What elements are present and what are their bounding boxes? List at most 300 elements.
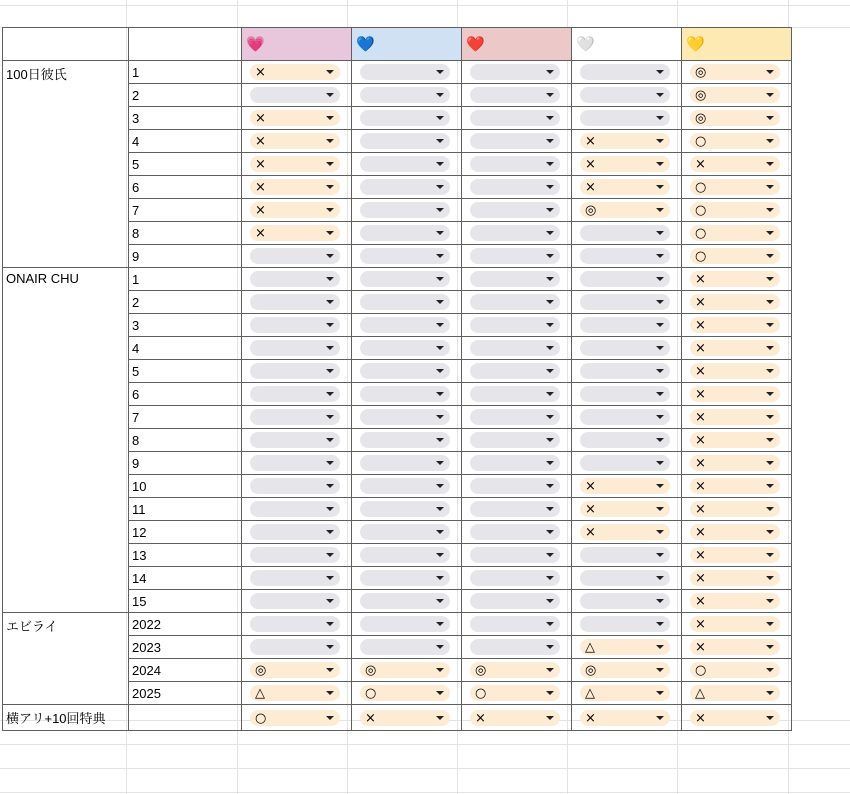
dropdown-arrow-icon[interactable]	[766, 323, 774, 327]
dropdown-arrow-icon[interactable]	[766, 208, 774, 212]
dropdown-arrow-icon[interactable]	[656, 369, 664, 373]
dropdown-chip[interactable]	[470, 593, 560, 609]
dropdown-cell[interactable]	[572, 636, 682, 659]
dropdown-arrow-icon[interactable]	[546, 622, 554, 626]
dropdown-arrow-icon[interactable]	[546, 139, 554, 143]
dropdown-arrow-icon[interactable]	[546, 415, 554, 419]
dropdown-cell[interactable]	[242, 659, 352, 682]
dropdown-chip[interactable]	[580, 547, 670, 563]
dropdown-arrow-icon[interactable]	[766, 185, 774, 189]
dropdown-cell[interactable]	[462, 84, 572, 107]
dropdown-cell[interactable]	[242, 84, 352, 107]
dropdown-chip[interactable]	[360, 156, 450, 172]
dropdown-arrow-icon[interactable]	[326, 716, 334, 720]
dropdown-arrow-icon[interactable]	[766, 162, 774, 166]
dropdown-chip[interactable]	[690, 432, 780, 448]
dropdown-arrow-icon[interactable]	[656, 323, 664, 327]
row-number-cell[interactable]: 4	[129, 130, 242, 153]
dropdown-chip[interactable]	[360, 202, 450, 218]
dropdown-chip[interactable]	[470, 524, 560, 540]
dropdown-chip[interactable]	[690, 110, 780, 126]
dropdown-chip[interactable]	[250, 593, 340, 609]
dropdown-cell[interactable]	[462, 682, 572, 705]
header-white-heart[interactable]	[572, 28, 682, 61]
dropdown-chip[interactable]	[470, 225, 560, 241]
dropdown-chip[interactable]	[360, 87, 450, 103]
dropdown-arrow-icon[interactable]	[546, 530, 554, 534]
dropdown-arrow-icon[interactable]	[436, 139, 444, 143]
dropdown-arrow-icon[interactable]	[656, 507, 664, 511]
dropdown-chip[interactable]	[470, 662, 560, 678]
dropdown-arrow-icon[interactable]	[546, 507, 554, 511]
dropdown-arrow-icon[interactable]	[766, 553, 774, 557]
dropdown-chip[interactable]	[690, 156, 780, 172]
dropdown-arrow-icon[interactable]	[326, 254, 334, 258]
dropdown-arrow-icon[interactable]	[326, 70, 334, 74]
dropdown-arrow-icon[interactable]	[546, 70, 554, 74]
row-number-cell[interactable]: 2025	[129, 682, 242, 705]
dropdown-cell[interactable]	[462, 590, 572, 613]
dropdown-chip[interactable]	[250, 478, 340, 494]
dropdown-chip[interactable]	[580, 133, 670, 149]
dropdown-arrow-icon[interactable]	[436, 346, 444, 350]
dropdown-cell[interactable]	[682, 498, 792, 521]
dropdown-arrow-icon[interactable]	[656, 346, 664, 350]
dropdown-cell[interactable]	[462, 452, 572, 475]
dropdown-cell[interactable]	[572, 498, 682, 521]
dropdown-chip[interactable]	[250, 455, 340, 471]
dropdown-arrow-icon[interactable]	[326, 668, 334, 672]
dropdown-cell[interactable]	[462, 337, 572, 360]
dropdown-arrow-icon[interactable]	[546, 208, 554, 212]
dropdown-arrow-icon[interactable]	[326, 323, 334, 327]
dropdown-cell[interactable]	[242, 475, 352, 498]
row-number-cell[interactable]: 7	[129, 199, 242, 222]
dropdown-arrow-icon[interactable]	[546, 691, 554, 695]
dropdown-cell[interactable]	[682, 268, 792, 291]
dropdown-chip[interactable]	[250, 202, 340, 218]
dropdown-chip[interactable]	[580, 294, 670, 310]
dropdown-chip[interactable]	[470, 570, 560, 586]
dropdown-cell[interactable]	[352, 406, 462, 429]
dropdown-arrow-icon[interactable]	[656, 139, 664, 143]
dropdown-arrow-icon[interactable]	[766, 484, 774, 488]
dropdown-cell[interactable]	[242, 337, 352, 360]
dropdown-cell[interactable]	[682, 176, 792, 199]
dropdown-arrow-icon[interactable]	[766, 438, 774, 442]
dropdown-cell[interactable]	[462, 406, 572, 429]
dropdown-cell[interactable]	[462, 429, 572, 452]
dropdown-chip[interactable]	[690, 248, 780, 264]
dropdown-arrow-icon[interactable]	[436, 507, 444, 511]
dropdown-chip[interactable]	[360, 294, 450, 310]
dropdown-arrow-icon[interactable]	[436, 691, 444, 695]
dropdown-cell[interactable]	[352, 613, 462, 636]
dropdown-arrow-icon[interactable]	[326, 415, 334, 419]
dropdown-cell[interactable]	[242, 199, 352, 222]
dropdown-cell[interactable]	[682, 659, 792, 682]
dropdown-cell[interactable]	[572, 360, 682, 383]
dropdown-cell[interactable]	[682, 544, 792, 567]
row-number-cell[interactable]: 2	[129, 291, 242, 314]
dropdown-arrow-icon[interactable]	[546, 346, 554, 350]
dropdown-arrow-icon[interactable]	[656, 185, 664, 189]
row-number-cell[interactable]: 14	[129, 567, 242, 590]
dropdown-arrow-icon[interactable]	[436, 392, 444, 396]
dropdown-chip[interactable]	[470, 87, 560, 103]
dropdown-arrow-icon[interactable]	[766, 415, 774, 419]
dropdown-arrow-icon[interactable]	[436, 70, 444, 74]
dropdown-cell[interactable]	[352, 590, 462, 613]
dropdown-arrow-icon[interactable]	[546, 93, 554, 97]
dropdown-cell[interactable]	[242, 682, 352, 705]
dropdown-chip[interactable]	[360, 616, 450, 632]
dropdown-arrow-icon[interactable]	[436, 530, 444, 534]
dropdown-cell[interactable]	[682, 61, 792, 84]
dropdown-cell[interactable]	[462, 291, 572, 314]
section-label[interactable]: 100日彼氏	[3, 61, 129, 268]
dropdown-arrow-icon[interactable]	[546, 116, 554, 120]
dropdown-chip[interactable]	[690, 409, 780, 425]
dropdown-arrow-icon[interactable]	[546, 277, 554, 281]
dropdown-arrow-icon[interactable]	[766, 231, 774, 235]
dropdown-arrow-icon[interactable]	[766, 668, 774, 672]
dropdown-cell[interactable]	[242, 452, 352, 475]
dropdown-chip[interactable]	[580, 179, 670, 195]
dropdown-chip[interactable]	[580, 317, 670, 333]
dropdown-chip[interactable]	[470, 110, 560, 126]
dropdown-arrow-icon[interactable]	[766, 116, 774, 120]
dropdown-chip[interactable]	[360, 547, 450, 563]
dropdown-cell[interactable]	[242, 544, 352, 567]
dropdown-arrow-icon[interactable]	[436, 254, 444, 258]
dropdown-chip[interactable]	[580, 570, 670, 586]
dropdown-chip[interactable]	[470, 340, 560, 356]
dropdown-cell[interactable]	[572, 613, 682, 636]
dropdown-chip[interactable]	[580, 685, 670, 701]
dropdown-arrow-icon[interactable]	[656, 576, 664, 580]
dropdown-chip[interactable]	[250, 685, 340, 701]
dropdown-cell[interactable]	[572, 291, 682, 314]
dropdown-arrow-icon[interactable]	[656, 300, 664, 304]
dropdown-cell[interactable]	[242, 705, 352, 731]
dropdown-chip[interactable]	[360, 386, 450, 402]
dropdown-cell[interactable]	[242, 153, 352, 176]
dropdown-arrow-icon[interactable]	[656, 668, 664, 672]
dropdown-chip[interactable]	[470, 317, 560, 333]
row-number-cell[interactable]: 7	[129, 406, 242, 429]
section-label[interactable]: 横アリ+10回特典	[3, 705, 129, 731]
row-number-cell[interactable]: 3	[129, 107, 242, 130]
dropdown-chip[interactable]	[250, 110, 340, 126]
dropdown-chip[interactable]	[580, 156, 670, 172]
dropdown-cell[interactable]	[242, 567, 352, 590]
dropdown-chip[interactable]	[250, 363, 340, 379]
row-number-cell[interactable]: 1	[129, 268, 242, 291]
dropdown-arrow-icon[interactable]	[436, 599, 444, 603]
dropdown-arrow-icon[interactable]	[326, 392, 334, 396]
dropdown-cell[interactable]	[242, 498, 352, 521]
dropdown-cell[interactable]	[242, 429, 352, 452]
dropdown-cell[interactable]	[242, 222, 352, 245]
dropdown-chip[interactable]	[250, 179, 340, 195]
dropdown-cell[interactable]	[682, 360, 792, 383]
dropdown-chip[interactable]	[690, 710, 780, 726]
dropdown-cell[interactable]	[682, 222, 792, 245]
dropdown-chip[interactable]	[580, 87, 670, 103]
dropdown-chip[interactable]	[580, 501, 670, 517]
dropdown-chip[interactable]	[690, 363, 780, 379]
dropdown-chip[interactable]	[580, 110, 670, 126]
dropdown-arrow-icon[interactable]	[436, 484, 444, 488]
dropdown-arrow-icon[interactable]	[436, 231, 444, 235]
dropdown-chip[interactable]	[360, 363, 450, 379]
dropdown-chip[interactable]	[690, 225, 780, 241]
dropdown-arrow-icon[interactable]	[326, 231, 334, 235]
dropdown-cell[interactable]	[352, 498, 462, 521]
dropdown-arrow-icon[interactable]	[436, 461, 444, 465]
dropdown-arrow-icon[interactable]	[436, 369, 444, 373]
dropdown-arrow-icon[interactable]	[436, 415, 444, 419]
dropdown-cell[interactable]	[572, 130, 682, 153]
dropdown-cell[interactable]	[352, 222, 462, 245]
dropdown-chip[interactable]	[470, 432, 560, 448]
dropdown-cell[interactable]	[682, 590, 792, 613]
dropdown-arrow-icon[interactable]	[326, 369, 334, 373]
dropdown-arrow-icon[interactable]	[436, 622, 444, 626]
row-number-cell[interactable]: 9	[129, 245, 242, 268]
dropdown-cell[interactable]	[352, 636, 462, 659]
dropdown-arrow-icon[interactable]	[546, 300, 554, 304]
dropdown-chip[interactable]	[580, 64, 670, 80]
dropdown-arrow-icon[interactable]	[326, 162, 334, 166]
dropdown-cell[interactable]	[352, 659, 462, 682]
dropdown-arrow-icon[interactable]	[766, 254, 774, 258]
dropdown-chip[interactable]	[360, 225, 450, 241]
dropdown-cell[interactable]	[242, 360, 352, 383]
dropdown-chip[interactable]	[360, 271, 450, 287]
dropdown-chip[interactable]	[360, 64, 450, 80]
dropdown-cell[interactable]	[572, 222, 682, 245]
dropdown-arrow-icon[interactable]	[656, 599, 664, 603]
dropdown-chip[interactable]	[250, 64, 340, 80]
dropdown-chip[interactable]	[470, 271, 560, 287]
section-label[interactable]: ONAIR CHU	[3, 268, 129, 613]
dropdown-chip[interactable]	[690, 524, 780, 540]
dropdown-arrow-icon[interactable]	[766, 346, 774, 350]
dropdown-arrow-icon[interactable]	[656, 70, 664, 74]
row-number-cell[interactable]: 9	[129, 452, 242, 475]
dropdown-chip[interactable]	[360, 179, 450, 195]
dropdown-arrow-icon[interactable]	[546, 716, 554, 720]
dropdown-chip[interactable]	[470, 386, 560, 402]
dropdown-arrow-icon[interactable]	[546, 369, 554, 373]
dropdown-arrow-icon[interactable]	[766, 300, 774, 304]
dropdown-cell[interactable]	[462, 153, 572, 176]
dropdown-arrow-icon[interactable]	[326, 622, 334, 626]
dropdown-cell[interactable]	[352, 544, 462, 567]
dropdown-cell[interactable]	[462, 521, 572, 544]
dropdown-cell[interactable]	[572, 475, 682, 498]
dropdown-chip[interactable]	[470, 156, 560, 172]
dropdown-arrow-icon[interactable]	[436, 162, 444, 166]
dropdown-cell[interactable]	[462, 705, 572, 731]
dropdown-cell[interactable]	[462, 659, 572, 682]
dropdown-cell[interactable]	[352, 291, 462, 314]
dropdown-cell[interactable]	[352, 383, 462, 406]
dropdown-cell[interactable]	[572, 268, 682, 291]
dropdown-cell[interactable]	[242, 291, 352, 314]
dropdown-chip[interactable]	[250, 501, 340, 517]
dropdown-chip[interactable]	[690, 294, 780, 310]
dropdown-chip[interactable]	[250, 156, 340, 172]
dropdown-cell[interactable]	[352, 268, 462, 291]
dropdown-cell[interactable]	[682, 475, 792, 498]
header-blank-section[interactable]	[3, 28, 129, 61]
dropdown-cell[interactable]	[682, 567, 792, 590]
dropdown-chip[interactable]	[580, 710, 670, 726]
dropdown-cell[interactable]	[572, 452, 682, 475]
dropdown-arrow-icon[interactable]	[766, 139, 774, 143]
dropdown-chip[interactable]	[580, 409, 670, 425]
dropdown-arrow-icon[interactable]	[766, 461, 774, 465]
dropdown-chip[interactable]	[690, 547, 780, 563]
dropdown-cell[interactable]	[352, 567, 462, 590]
dropdown-chip[interactable]	[690, 64, 780, 80]
dropdown-cell[interactable]	[682, 383, 792, 406]
dropdown-chip[interactable]	[360, 501, 450, 517]
dropdown-cell[interactable]	[572, 61, 682, 84]
dropdown-arrow-icon[interactable]	[546, 484, 554, 488]
dropdown-arrow-icon[interactable]	[546, 254, 554, 258]
dropdown-chip[interactable]	[250, 271, 340, 287]
dropdown-arrow-icon[interactable]	[546, 599, 554, 603]
dropdown-chip[interactable]	[360, 639, 450, 655]
dropdown-cell[interactable]	[462, 567, 572, 590]
dropdown-chip[interactable]	[690, 133, 780, 149]
dropdown-arrow-icon[interactable]	[546, 323, 554, 327]
row-number-cell[interactable]: 6	[129, 176, 242, 199]
row-number-cell[interactable]: 8	[129, 222, 242, 245]
dropdown-cell[interactable]	[682, 107, 792, 130]
dropdown-chip[interactable]	[360, 110, 450, 126]
dropdown-arrow-icon[interactable]	[326, 208, 334, 212]
dropdown-cell[interactable]	[572, 406, 682, 429]
dropdown-chip[interactable]	[250, 317, 340, 333]
dropdown-arrow-icon[interactable]	[656, 392, 664, 396]
dropdown-arrow-icon[interactable]	[546, 461, 554, 465]
dropdown-arrow-icon[interactable]	[326, 346, 334, 350]
dropdown-cell[interactable]	[682, 199, 792, 222]
dropdown-cell[interactable]	[572, 682, 682, 705]
dropdown-arrow-icon[interactable]	[656, 645, 664, 649]
dropdown-cell[interactable]	[352, 452, 462, 475]
dropdown-cell[interactable]	[572, 383, 682, 406]
dropdown-arrow-icon[interactable]	[326, 277, 334, 281]
dropdown-arrow-icon[interactable]	[766, 507, 774, 511]
dropdown-cell[interactable]	[352, 475, 462, 498]
dropdown-chip[interactable]	[470, 248, 560, 264]
dropdown-chip[interactable]	[250, 662, 340, 678]
dropdown-cell[interactable]	[242, 61, 352, 84]
dropdown-arrow-icon[interactable]	[546, 231, 554, 235]
dropdown-arrow-icon[interactable]	[436, 116, 444, 120]
dropdown-cell[interactable]	[352, 107, 462, 130]
row-number-cell[interactable]: 4	[129, 337, 242, 360]
dropdown-chip[interactable]	[580, 271, 670, 287]
dropdown-cell[interactable]	[352, 176, 462, 199]
dropdown-chip[interactable]	[470, 639, 560, 655]
dropdown-cell[interactable]	[572, 199, 682, 222]
dropdown-cell[interactable]	[352, 337, 462, 360]
dropdown-chip[interactable]	[360, 248, 450, 264]
dropdown-arrow-icon[interactable]	[436, 93, 444, 97]
dropdown-chip[interactable]	[360, 662, 450, 678]
row-number-cell[interactable]	[129, 705, 242, 731]
dropdown-arrow-icon[interactable]	[656, 553, 664, 557]
dropdown-chip[interactable]	[250, 87, 340, 103]
dropdown-arrow-icon[interactable]	[656, 277, 664, 281]
dropdown-arrow-icon[interactable]	[436, 716, 444, 720]
dropdown-chip[interactable]	[690, 386, 780, 402]
dropdown-chip[interactable]	[470, 363, 560, 379]
dropdown-arrow-icon[interactable]	[656, 254, 664, 258]
row-number-cell[interactable]: 15	[129, 590, 242, 613]
dropdown-arrow-icon[interactable]	[436, 185, 444, 189]
dropdown-chip[interactable]	[470, 294, 560, 310]
dropdown-cell[interactable]	[462, 199, 572, 222]
dropdown-cell[interactable]	[682, 337, 792, 360]
dropdown-chip[interactable]	[690, 478, 780, 494]
dropdown-arrow-icon[interactable]	[436, 208, 444, 212]
dropdown-arrow-icon[interactable]	[436, 277, 444, 281]
row-number-cell[interactable]: 12	[129, 521, 242, 544]
dropdown-arrow-icon[interactable]	[546, 392, 554, 396]
section-label[interactable]: エビライ	[3, 613, 129, 705]
dropdown-arrow-icon[interactable]	[326, 438, 334, 442]
dropdown-arrow-icon[interactable]	[766, 392, 774, 396]
dropdown-chip[interactable]	[580, 524, 670, 540]
dropdown-arrow-icon[interactable]	[766, 70, 774, 74]
dropdown-arrow-icon[interactable]	[656, 716, 664, 720]
dropdown-cell[interactable]	[462, 130, 572, 153]
dropdown-chip[interactable]	[470, 616, 560, 632]
dropdown-arrow-icon[interactable]	[326, 139, 334, 143]
dropdown-cell[interactable]	[682, 406, 792, 429]
dropdown-cell[interactable]	[572, 107, 682, 130]
dropdown-chip[interactable]	[250, 248, 340, 264]
dropdown-chip[interactable]	[360, 455, 450, 471]
dropdown-cell[interactable]	[682, 705, 792, 731]
dropdown-arrow-icon[interactable]	[326, 93, 334, 97]
dropdown-chip[interactable]	[360, 593, 450, 609]
dropdown-arrow-icon[interactable]	[656, 93, 664, 97]
dropdown-chip[interactable]	[470, 133, 560, 149]
dropdown-cell[interactable]	[462, 61, 572, 84]
dropdown-cell[interactable]	[352, 130, 462, 153]
dropdown-cell[interactable]	[572, 567, 682, 590]
dropdown-arrow-icon[interactable]	[326, 461, 334, 465]
dropdown-chip[interactable]	[250, 386, 340, 402]
dropdown-chip[interactable]	[690, 501, 780, 517]
dropdown-chip[interactable]	[250, 133, 340, 149]
dropdown-chip[interactable]	[360, 478, 450, 494]
dropdown-arrow-icon[interactable]	[656, 438, 664, 442]
dropdown-cell[interactable]	[352, 199, 462, 222]
dropdown-cell[interactable]	[682, 245, 792, 268]
dropdown-arrow-icon[interactable]	[766, 622, 774, 626]
dropdown-chip[interactable]	[250, 294, 340, 310]
